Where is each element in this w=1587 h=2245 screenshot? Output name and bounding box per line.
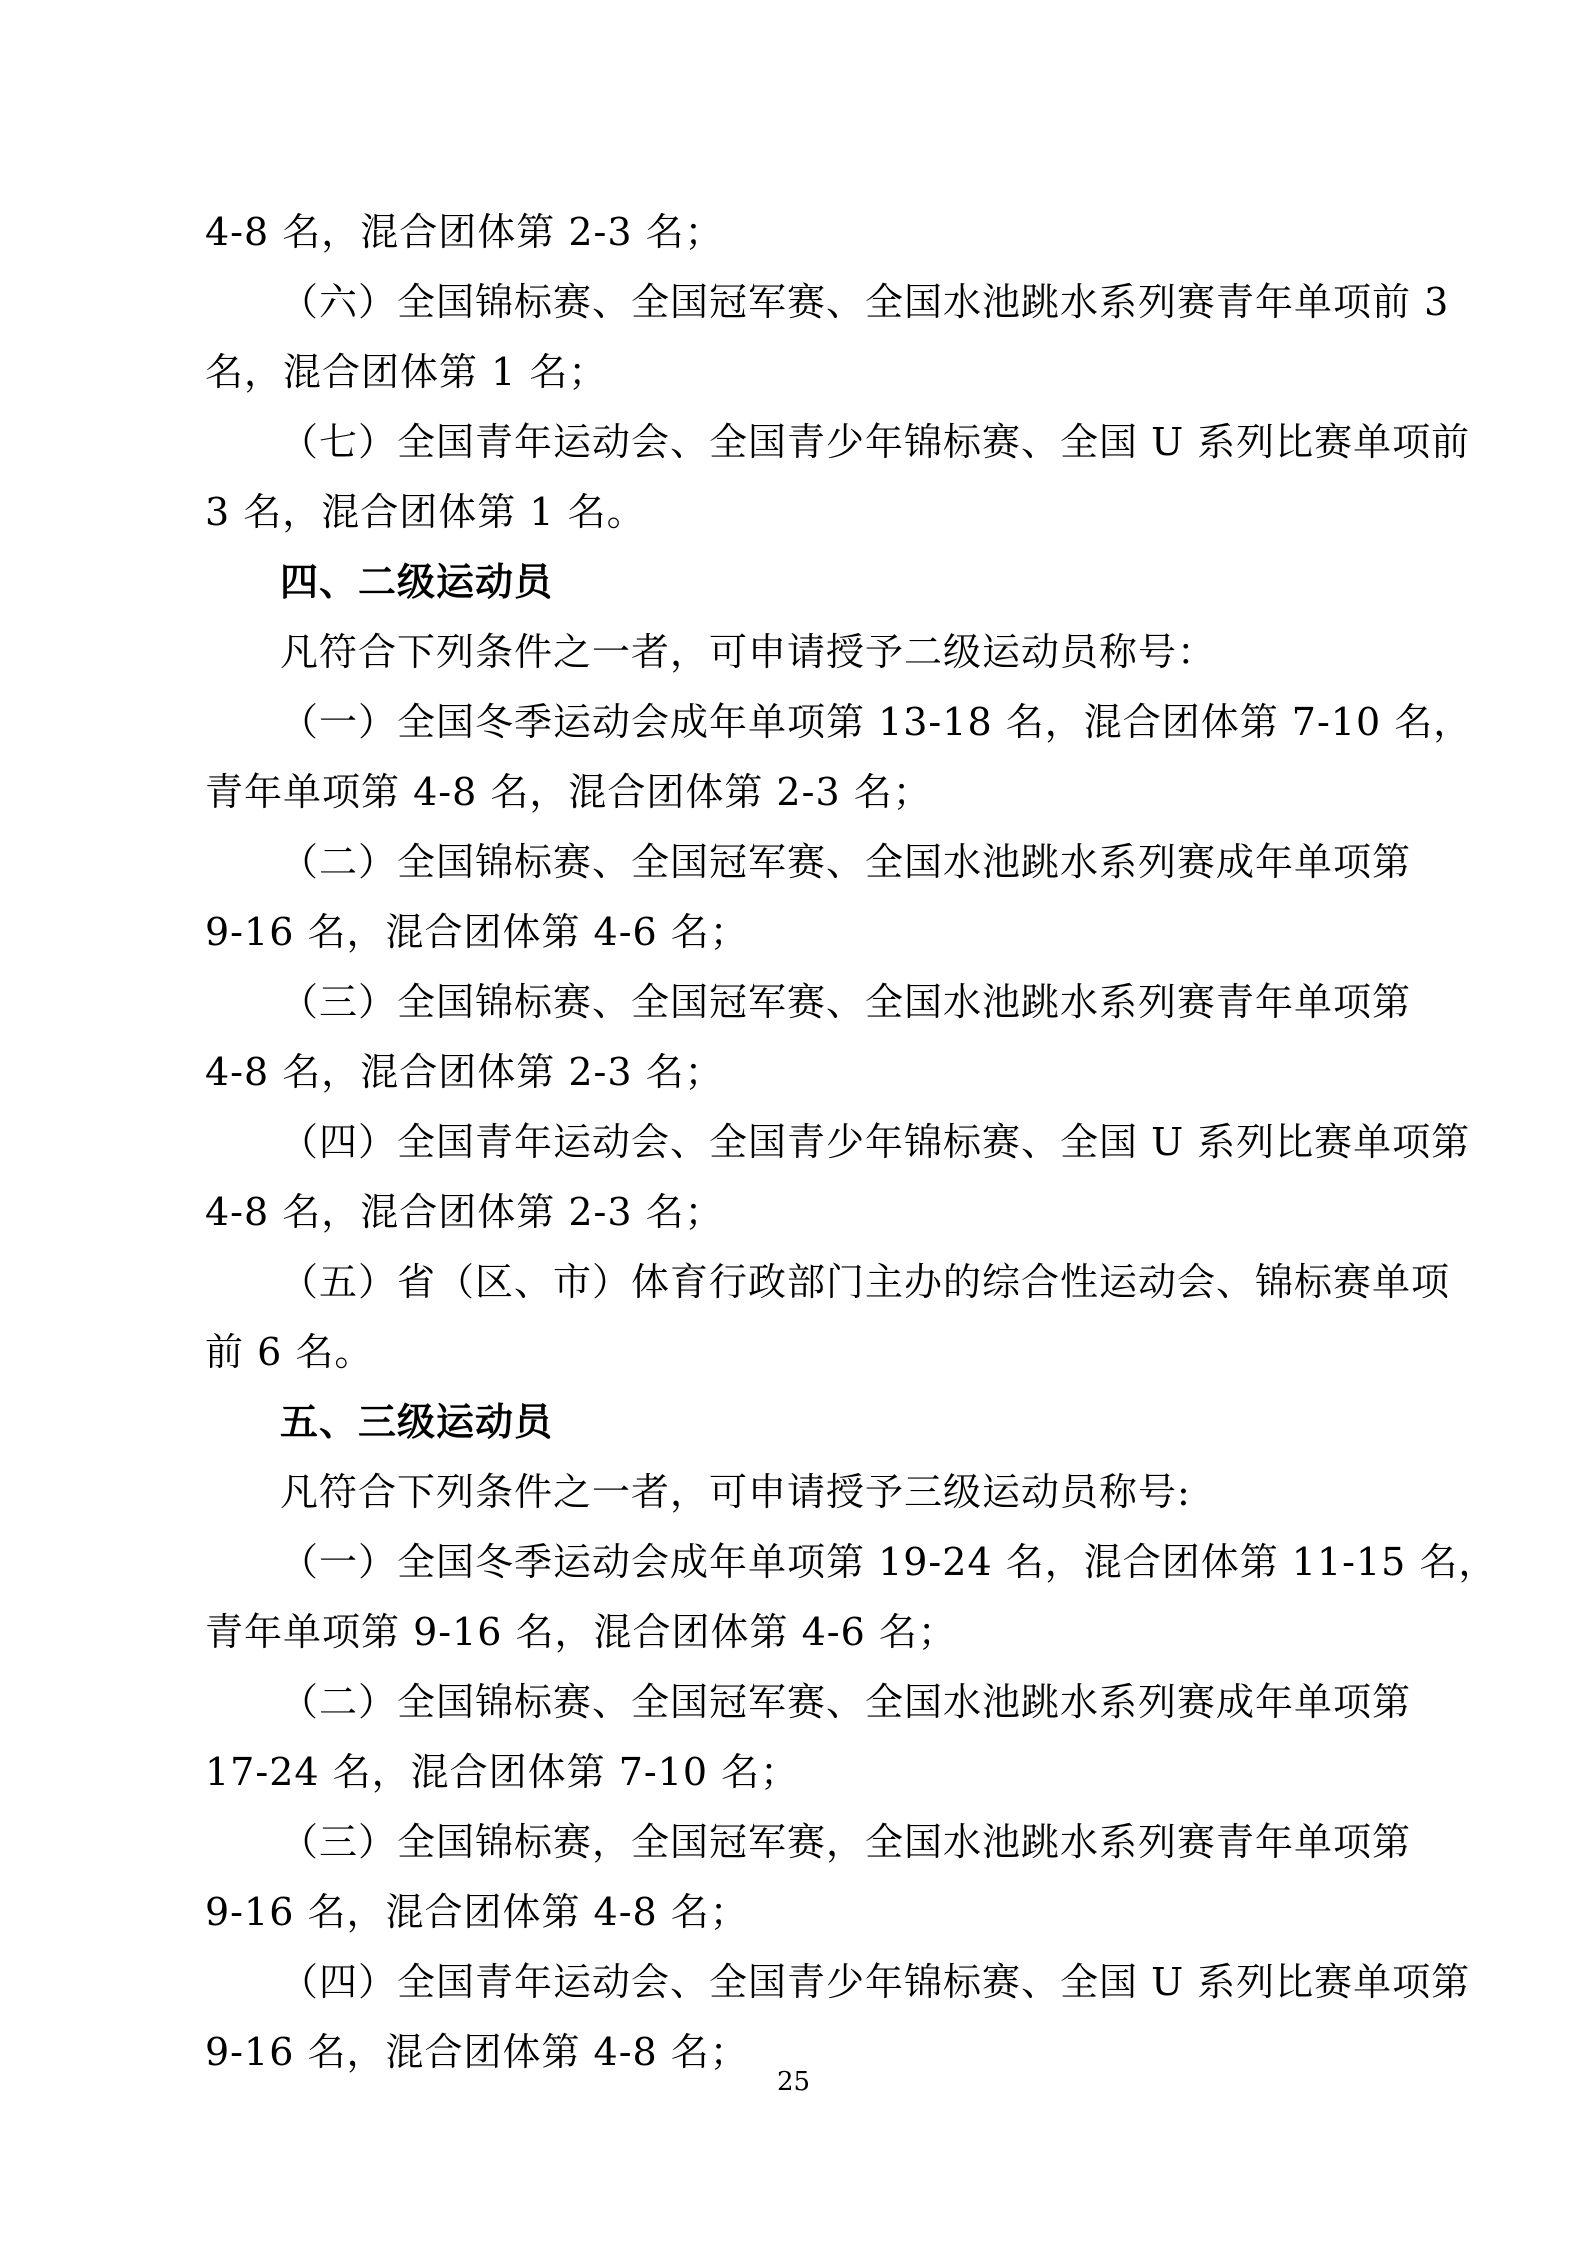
text-line: 4-8 名，混合团体第 2-3 名；: [205, 1190, 724, 1234]
text-line: （二）全国锦标赛、全国冠军赛、全国水池跳水系列赛成年单项第: [280, 1680, 1412, 1724]
text-line: 17-24 名，混合团体第 7-10 名；: [205, 1750, 800, 1794]
text-line: 4-8 名，混合团体第 2-3 名；: [205, 210, 724, 254]
section-heading: 四、二级运动员: [280, 560, 554, 604]
text-line: （四）全国青年运动会、全国青少年锦标赛、全国 U 系列比赛单项第: [280, 1120, 1471, 1164]
text-line: （一）全国冬季运动会成年单项第 19-24 名，混合团体第 11-15 名，: [280, 1540, 1498, 1584]
text-line: 青年单项第 9-16 名，混合团体第 4-6 名；: [205, 1610, 957, 1654]
text-line: 4-8 名，混合团体第 2-3 名；: [205, 1050, 724, 1094]
text-line: （一）全国冬季运动会成年单项第 13-18 名，混合团体第 7-10 名，: [280, 700, 1473, 744]
text-line: （三）全国锦标赛、全国冠军赛、全国水池跳水系列赛青年单项第: [280, 980, 1412, 1024]
text-line: 前 6 名。: [205, 1330, 374, 1374]
text-line: 9-16 名，混合团体第 4-8 名；: [205, 2030, 749, 2074]
text-line: 9-16 名，混合团体第 4-6 名；: [205, 910, 749, 954]
text-line: 青年单项第 4-8 名，混合团体第 2-3 名；: [205, 770, 932, 814]
text-line: （二）全国锦标赛、全国冠军赛、全国水池跳水系列赛成年单项第: [280, 840, 1412, 884]
page-number: 25: [776, 2067, 811, 2097]
text-line: （七）全国青年运动会、全国青少年锦标赛、全国 U 系列比赛单项前: [280, 420, 1471, 464]
text-line: 凡符合下列条件之一者，可申请授予二级运动员称号：: [280, 630, 1217, 674]
text-line: （三）全国锦标赛，全国冠军赛，全国水池跳水系列赛青年单项第: [280, 1820, 1412, 1864]
text-line: 3 名，混合团体第 1 名。: [205, 490, 646, 534]
text-line: 9-16 名，混合团体第 4-8 名；: [205, 1890, 749, 1934]
text-line: （五）省（区、市）体育行政部门主办的综合性运动会、锦标赛单项: [280, 1260, 1451, 1304]
text-line: （六）全国锦标赛、全国冠军赛、全国水池跳水系列赛青年单项前 3: [280, 280, 1450, 324]
text-line: 名，混合团体第 1 名；: [205, 350, 608, 394]
text-line: （四）全国青年运动会、全国青少年锦标赛、全国 U 系列比赛单项第: [280, 1960, 1471, 2004]
text-line: 凡符合下列条件之一者，可申请授予三级运动员称号:: [280, 1470, 1191, 1514]
section-heading: 五、三级运动员: [280, 1400, 554, 1444]
